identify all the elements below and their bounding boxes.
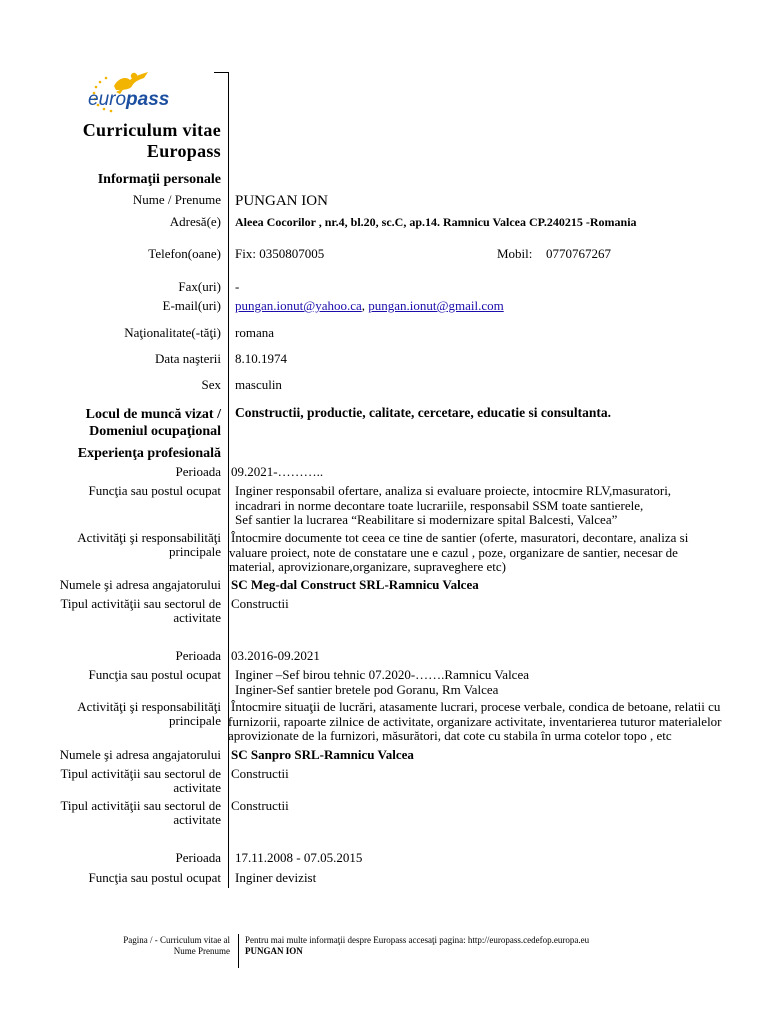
cv-title-line1: Curriculum vitae: [82, 120, 221, 140]
email-link-2[interactable]: pungan.ionut@gmail.com: [368, 298, 504, 313]
column-rule: [228, 72, 229, 888]
exp2-period-label: Perioada: [175, 648, 221, 663]
exp1-employer-value: SC Meg-dal Construct SRL-Ramnicu Valcea: [231, 577, 479, 592]
email-values: [235, 299, 504, 314]
phone-fixed-value: Fix: 0350807005: [235, 246, 325, 261]
exp2-role-line: Inginer-Sef santier bretele pod Goranu, Rm Valcea: [235, 681, 499, 697]
address-label: Adresă(e): [169, 214, 221, 229]
desired-job-label-line1: Locul de muncă vizat /: [85, 407, 221, 422]
exp1-activities-value: [229, 531, 688, 575]
exp2-activities-label: Activităţi şi responsabilităţi principale: [77, 699, 221, 728]
phone-mobile-label: Mobil:: [497, 246, 533, 261]
exp1-activities-label: Activităţi şi responsabilităţi principale: [77, 530, 221, 559]
exp1-sector-label: Tipul activităţii sau sectorul de activitate: [60, 596, 221, 625]
exp1-role-value: [235, 484, 671, 528]
exp2-role-label: Funcţia sau postul ocupat: [88, 667, 221, 682]
fax-label: Fax(uri): [178, 279, 221, 294]
exp2-employer-label: Numele şi adresa angajatorului: [59, 747, 221, 762]
exp2-sector-label: Tipul activităţii sau sectorul de activitate: [60, 766, 221, 795]
exp2-sector-value: Constructii: [231, 766, 289, 781]
exp1-role-label: Funcţia sau postul ocupat: [88, 483, 221, 498]
experience-heading: Experienţa profesională: [77, 446, 221, 461]
footer-divider: [238, 934, 239, 968]
exp1-role-line: Inginer responsabil ofertare, analiza si evaluare proiecte, intocmire RLV,masuratori,: [235, 483, 672, 498]
exp1-activities-line: Întocmire documente tot ceea ce tine de santier (oferte, masuratori, decontare, analiza si: [231, 530, 689, 545]
exp1-role-line: incadrari in norme decontare toate lucrariile, responsabil SSM toate santierele,: [235, 497, 644, 513]
footer-page-info: [70, 935, 230, 957]
email-link-1[interactable]: pungan.ionut@yahoo.ca: [235, 298, 362, 313]
footer-left-line2: Nume Prenume: [173, 946, 230, 956]
exp2-activities-line: furnizorii, rapoarte zilnice de activitate, organizare activitate, inventarierea tuturor materialelor: [228, 713, 722, 729]
exp3-period-value: 17.11.2008 - 07.05.2015: [235, 850, 363, 865]
logo-text-pass: pass: [126, 89, 170, 110]
address-value: Aleea Cocorilor , nr.4, bl.20, sc.C, ap.14. Ramnicu Valcea CP.240215 -Romania: [235, 215, 637, 229]
sex-value: masculin: [235, 377, 282, 392]
desired-job-label: [86, 406, 221, 440]
name-value: PUNGAN ION: [235, 193, 328, 209]
column-rule-top: [214, 72, 229, 73]
nationality-value: romana: [235, 325, 274, 340]
birth-date-label: Data naşterii: [154, 351, 221, 366]
cv-title-line2: Europass: [146, 141, 221, 161]
exp2-activities-value: [228, 700, 722, 744]
fax-value: -: [235, 279, 240, 294]
logo-text-euro: euro: [88, 89, 127, 110]
email-label: E-mail(uri): [162, 298, 221, 313]
cv-title: [83, 120, 221, 162]
desired-job-value: Constructii, productie, calitate, cercetare, educatie si consultanta.: [235, 405, 612, 420]
personal-info-heading: Informaţii personale: [97, 172, 221, 187]
email-separator: ,: [361, 298, 366, 313]
birth-date-value: 8.10.1974: [235, 351, 287, 366]
exp2-role-value: [235, 668, 529, 697]
exp1-employer-label: Numele şi adresa angajatorului: [59, 577, 221, 592]
phone-mobile-value: 0770767267: [546, 246, 611, 261]
exp3-role-label: Funcţia sau postul ocupat: [88, 870, 221, 885]
phone-label: Telefon(oane): [148, 246, 221, 261]
sex-label: Sex: [201, 377, 221, 392]
exp2-period-value: 03.2016-09.2021: [231, 648, 320, 663]
exp1-sector-value: Constructii: [231, 596, 289, 611]
exp2-employer-value: SC Sanpro SRL-Ramnicu Valcea: [231, 747, 414, 762]
exp2-activities-line: Întocmire situaţii de lucrări, atasamente lucrari, procese verbale, condica de betoane, relatii cu: [231, 699, 721, 714]
exp1-period-value: 09.2021-………..: [231, 464, 324, 479]
desired-job-label-line2: Domeniul ocupaţional: [89, 424, 221, 439]
name-label: Nume / Prenume: [132, 192, 221, 207]
exp2-role-line: Inginer –Sef birou tehnic 07.2020-…….Ramnicu Valcea: [235, 667, 529, 682]
nationality-label: Naţionalitate(-tăţi): [124, 325, 221, 340]
exp1-role-line: Sef santier la lucrarea “Reabilitare si modernizare spital Balcesti, Valcea”: [235, 512, 618, 527]
exp1-activities-line: material, aprovizionare,organizare, supraveghere etc): [229, 559, 506, 574]
exp2-sector-value-2: Constructii: [231, 798, 289, 813]
exp2-sector-label-2: Tipul activităţii sau sectorul de activitate: [60, 798, 221, 827]
exp3-period-label: Perioada: [175, 850, 221, 865]
footer-left-line1: Pagina / - Curriculum vitae al: [123, 935, 230, 945]
europass-logo: [86, 68, 178, 114]
footer-right-line1: Pentru mai multe informaţii despre Europass accesaţi pagina: http://europass.cedefop.europa.eu: [245, 935, 590, 945]
footer-europass-info: [245, 935, 589, 957]
europass-wordmark: [88, 90, 169, 110]
exp3-role-value: Inginer devizist: [235, 870, 317, 885]
footer-right-line2: PUNGAN ION: [245, 946, 303, 956]
exp1-period-label: Perioada: [175, 464, 221, 479]
exp2-activities-line: aprovizionate de la furnizori, măsurători, dat cote cu stabila în urma cotelor topo , etc: [228, 728, 672, 743]
exp1-activities-line: valuare proiect, note de constatare une e cazul , poze, organizare de santier, necesar de: [229, 544, 678, 560]
